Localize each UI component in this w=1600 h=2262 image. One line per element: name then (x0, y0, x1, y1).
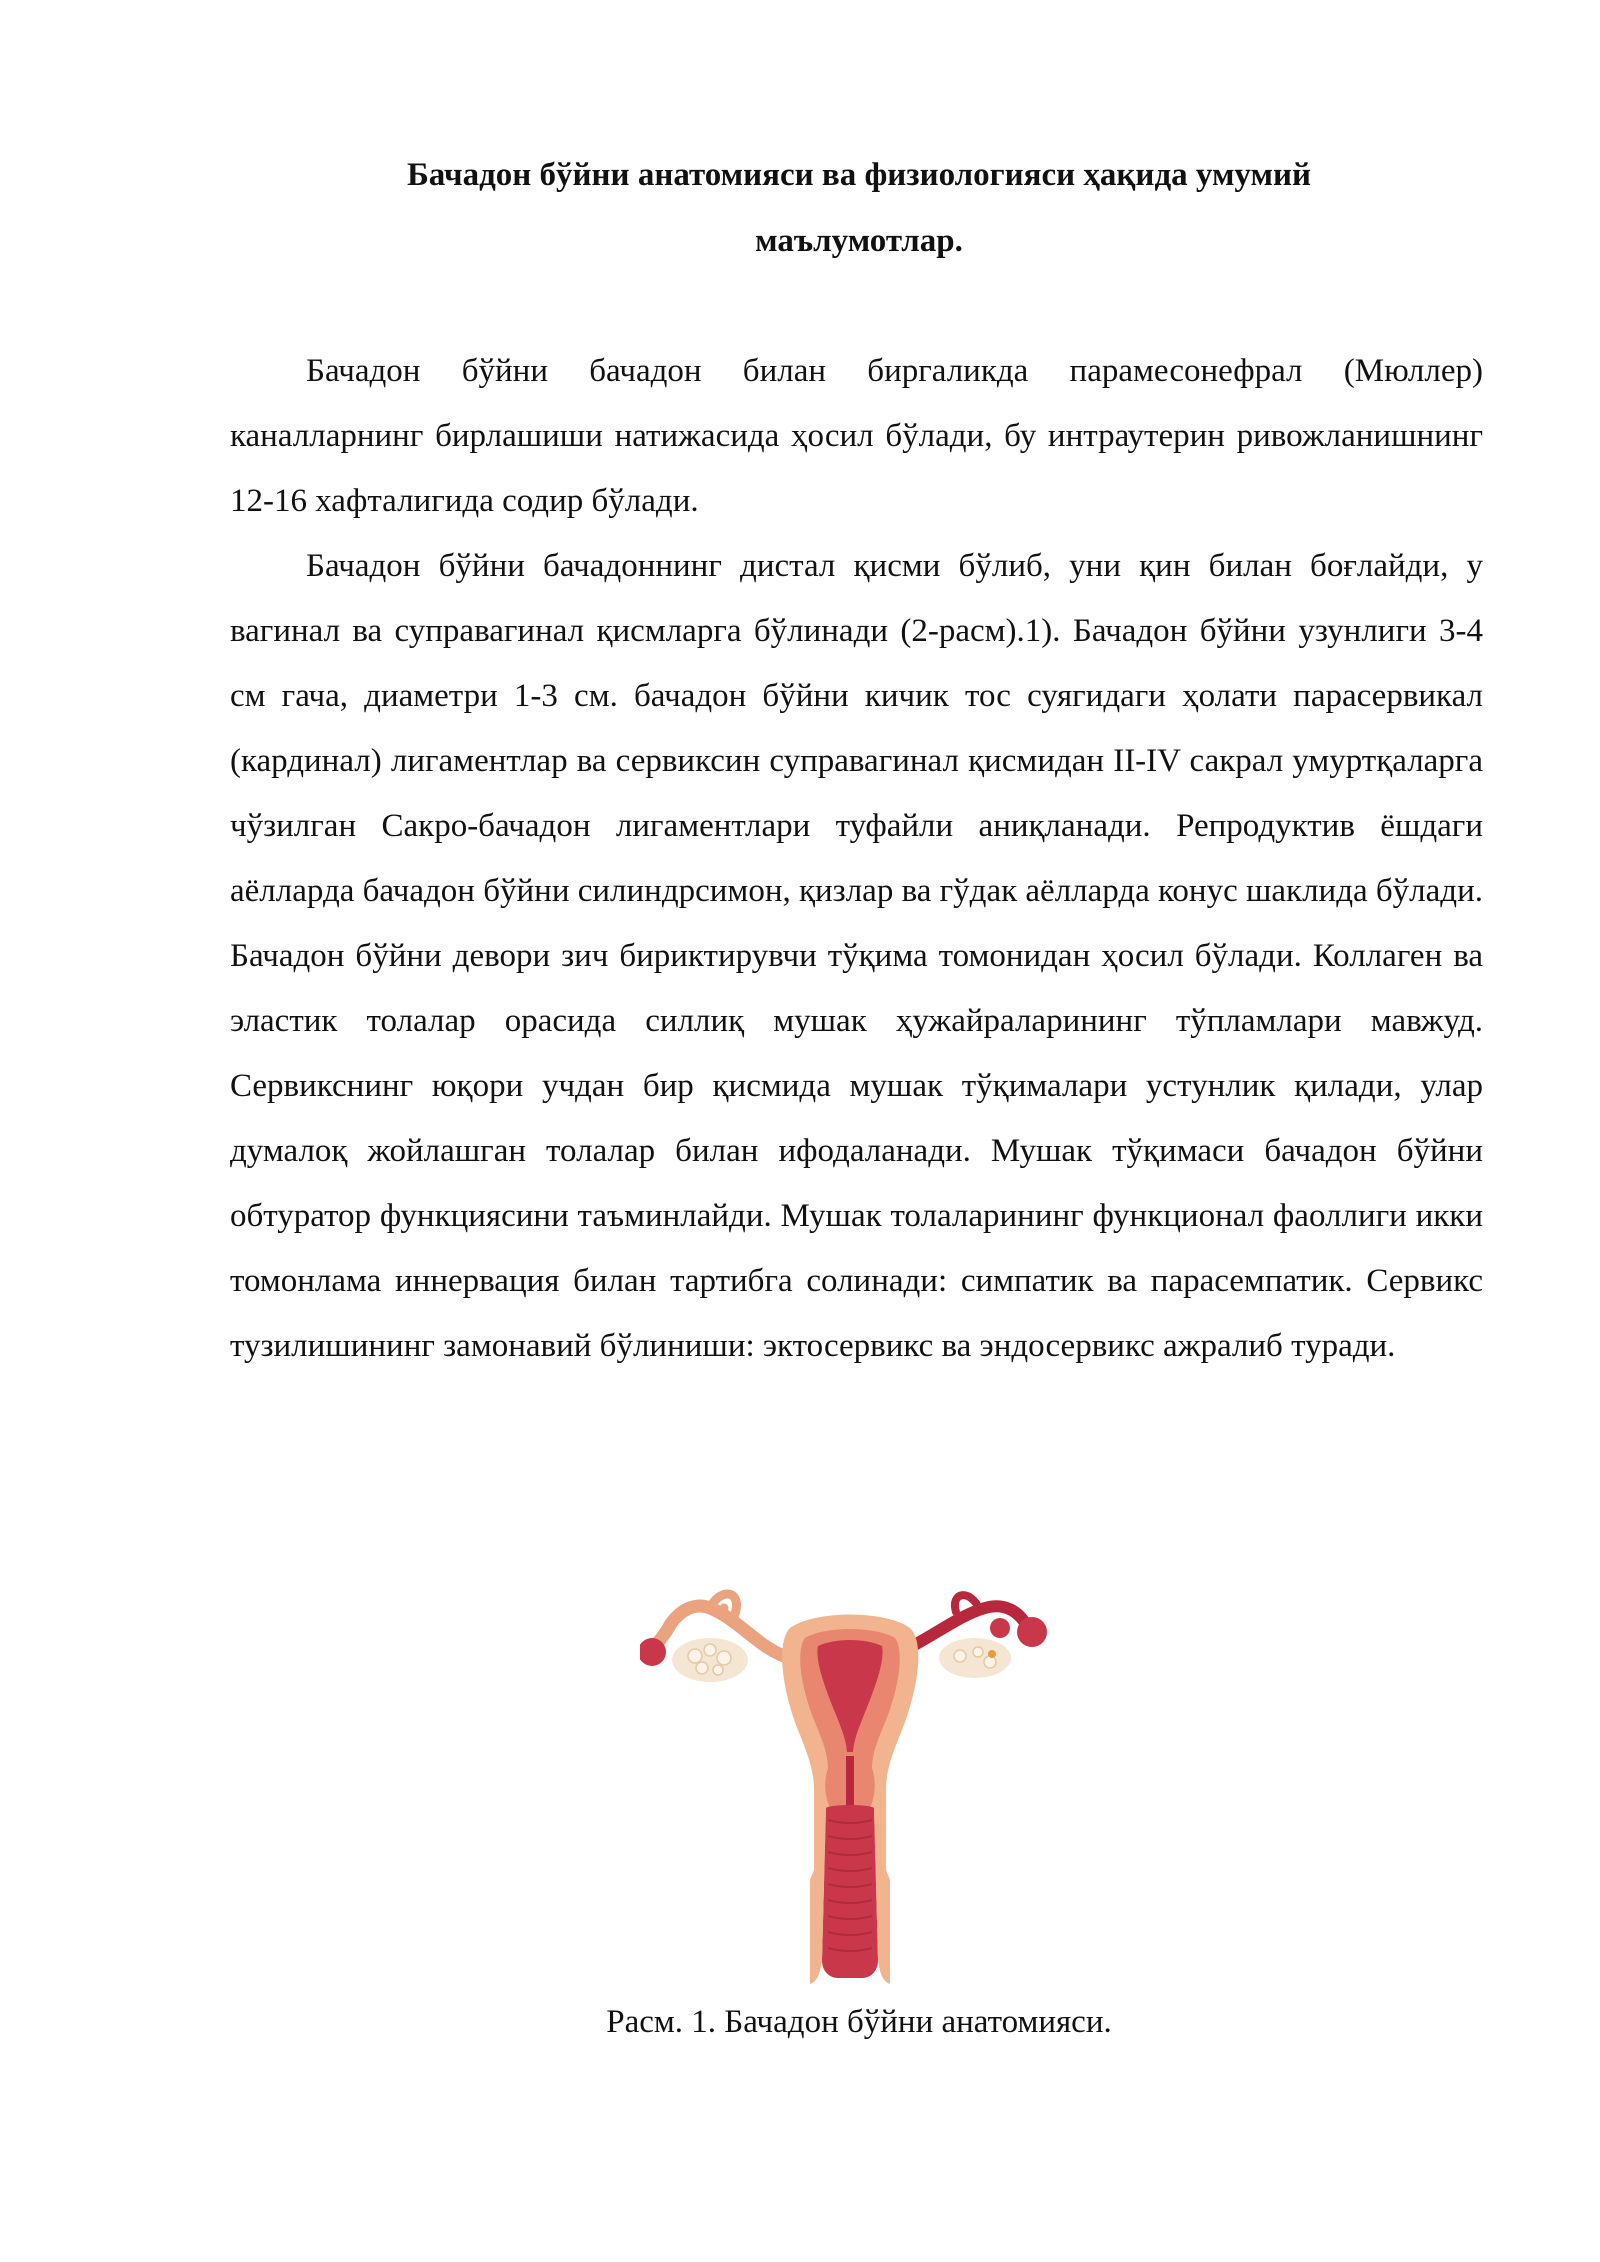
title-line-1: Бачадон бўйни анатомияси ва физиологияси ҳақида умумий (406, 157, 1312, 193)
vagina (822, 1805, 878, 1978)
body-text (230, 339, 1483, 1379)
right-ovary (939, 1638, 1011, 1678)
paragraph-2: Бачадон бўйни бачадоннинг дистал қисми бўлиб, уни қин билан боғлайди, у вагинал ва суправагинал қисмларга бўлинади (2-расм).1). Бачадон бўйни узунлиги 3-4 см гача, диаметри 1-3 см. бачадон бўйни кичик тос суягидаги ҳолати парасервикал (кардинал) лигаментлар ва сервиксин суправагинал қисмидан II-IV сакрал умуртқаларга чўзилган Сакро-бачадон лигаментлари туфайли аниқланади. Репродуктив ёшдаги аёлларда бачадон бўйни силиндрсимон, қизлар ва гўдак аёлларда конус шаклида бўлади. Бачадон бўйни девори зич бириктирувчи тўқима томонидан ҳосил бўлади. Коллаген ва эластик толалар орасида силлиқ мушак ҳужайраларининг тўпламлари мавжуд. Сервикснинг юқори учдан бир қисмида мушак тўқималари устунлик қилади, улар думалоқ жойлашган толалар билан ифодаланади. Мушак тўқимаси бачадон бўйни обтуратор функциясини таъминлайди. Мушак толаларининг функционал фаоллиги икки томонлама иннервация билан тартибга солинади: симпатик ва парасемпатик. Сервикс тузилишининг замонавий бўлиниши: эктосервикс ва эндосервикс ажралиб туради. (230, 548, 1483, 1364)
cervical-canal (846, 1756, 854, 1810)
right-ovary-spot (988, 1650, 996, 1658)
uterus-illustration (640, 1580, 1060, 1990)
title-line-2: маълумотлар. (755, 223, 963, 259)
document-title (230, 142, 1488, 274)
uterus-anatomy-figure (640, 1580, 1060, 1990)
paragraph-1: Бачадон бўйни бачадон билан биргаликда парамесонефрал (Мюллер) каналларнинг бирлашиши натижасида ҳосил бўлади, бу интраутерин ривожланишнинг 12-16 хафталигида содир бўлади. (230, 353, 1483, 519)
figure-caption: Расм. 1. Бачадон бўйни анатомияси. (606, 2004, 1112, 2040)
